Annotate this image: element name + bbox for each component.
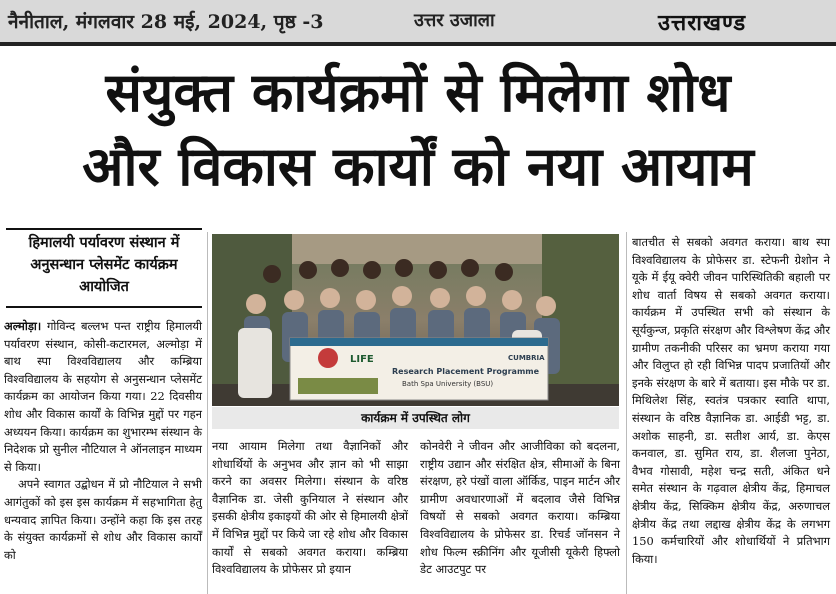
date-line: नैनीताल, मंगलवार 28 मई, 2024, पृष्ठ -3: [8, 11, 324, 33]
headline: [0, 56, 836, 204]
column-divider: [626, 232, 627, 594]
banner-logo-text: LIFE: [350, 354, 374, 365]
group-photo-image: [212, 234, 619, 406]
masthead: [0, 0, 836, 42]
banner-subtitle: Bath Spa University (BSU): [402, 380, 494, 388]
headline-line-2: और विकास कार्यों को नया आयाम: [82, 135, 754, 198]
article-column-1: [4, 318, 202, 564]
paper-name: उत्तर उजाला: [414, 10, 495, 31]
subheadline: हिमालयी पर्यावरण संस्थान में अनुसन्धान प्लेसमेंट कार्यक्रम आयोजित: [28, 235, 180, 295]
group-photo: [212, 234, 619, 406]
byline: अल्मोड़ा।: [4, 319, 42, 333]
column-1-paragraph-2: अपने स्वागत उद्बोधन में प्रो नौटियाल ने सभी आगंतुकों को इस इस कार्यक्रम में सहभागिता हेतु धन्यवाद ज्ञापित किया। उन्होंने कहा कि इस तरह के संयुक्त कार्यक्रमों से शोध और विकास कार्यों को: [4, 477, 202, 562]
headline-line-1: संयुक्त कार्यक्रमों से मिलेगा शोध: [105, 61, 731, 124]
column-divider: [207, 232, 208, 594]
article-column-3: कोनवेरी ने जीवन और आजीविका को बदलना, राष्ट्रीय उद्यान और संरक्षित क्षेत्र, सीमाओं के बिना संरक्षण, हरे पंखों वाला ऑर्किड, पाइन मार्टन और ग्रामीण अवधारणाओं में बदलाव जैसे विभिन्न विषयों से सबको अवगत कराया। कम्ब्रिया विश्वविद्यालय के प्रोफेसर डा. रिचर्ड जॉनसन ने शोध फिल्म स्क्रीनिंग और यूजीसी यूकेरी हिफ्लो डेट आउटपुट पर: [420, 439, 620, 577]
photo-caption: कार्यक्रम में उपस्थित लोग: [212, 407, 619, 429]
region-label: उत्तराखण्ड: [658, 10, 747, 36]
masthead-rule: [0, 42, 836, 46]
banner-right-text: CUMBRIA: [508, 354, 545, 362]
column-1-paragraph-1: गोविन्द बल्लभ पन्त राष्ट्रीय हिमालयी पर्यावरण संस्थान, कोसी-कटारमल, अल्मोड़ा में बाथ स्पा विश्वविद्यालय और कम्ब्रिया विश्वविद्यालय के सहयोग से अनुसन्धान प्लेसमेंट कार्यक्रम का आयोजन किया गया। 22 दिवसीय शोध और विकास कार्यों के विभिन्न मुद्दों पर गहन अध्ययन किया। कार्यक्रम का शुभारम्भ संस्थान के निदेशक प्रो सुनील नौटियाल ने ऑनलाइन माध्यम से किया।: [4, 319, 202, 474]
banner-title: Research Placement Programme: [392, 367, 540, 376]
subheadline-rule-bottom: [6, 306, 202, 308]
article-column-4: बातचीत से सबको अवगत कराया। बाथ स्पा विश्वविद्यालय के प्रोफेसर डा. स्टेफनी ग्रेशोन ने यूके में ईयू क्वेरी जीवन पारिस्थितिकी बहाली पर शोध वार्ता विषय से सबको अवगत कराया। कार्यक्रम में उपस्थित सभी को संस्थान के सूर्यकुन्ज, प्रकृति संरक्षण और विश्लेषण केंद्र और ग्रामीण तकनीकी परिसर का भ्रमण कराया गया और विलुप्त हो रही विभिन्न पादप प्रजातियों और इनके संरक्षण के बारे में बताया। इस मौके पर डा. मिथिलेश सिंह, स्वतंत्र पत्रकार स्वाति थापा, संस्थान के वरिष्ठ वैज्ञानिक डा. आईडी भट्ट, डा. अशोक साहनी, डा. सतीश आर्य, डा. केएस कनवाल, डा. सुमित राय, डा. शैलजा पुनेठा, वैभव गोसावी, महेश चन्द्र सती, अंकित धने समेत संस्थान के गढ़वाल क्षेत्रीय केंद्र, हिमाचल क्षेत्रीय केंद्र, सिक्किम क्षेत्रीय केंद्र, अरुणाचल क्षेत्रीय केंद्र तथा लद्दाख क्षेत्रीय केंद्र के लगभग 150 कर्मचारियों और शोधार्थियों ने प्रतिभाग किया।: [632, 235, 830, 566]
subheadline-rule-top: [6, 228, 202, 230]
article-column-2: नया आयाम मिलेगा तथा वैज्ञानिकों और शोधार्थियों के अनुभव और ज्ञान को भी साझा करने का अवसर मिलेगा। संस्थान के वरिष्ठ वैज्ञानिक डा. जेसी कुनियाल ने संस्थान और इसकी क्षेत्रीय इकाइयों की ओर से हिमालयी क्षेत्रों में विभिन्न मुद्दों पर किये जा रहे शोध और विकास कार्यों से सबको अवगत कराया। कम्ब्रिया विश्वविद्यालय के प्रोफेसर प्रो इयान: [212, 439, 408, 577]
